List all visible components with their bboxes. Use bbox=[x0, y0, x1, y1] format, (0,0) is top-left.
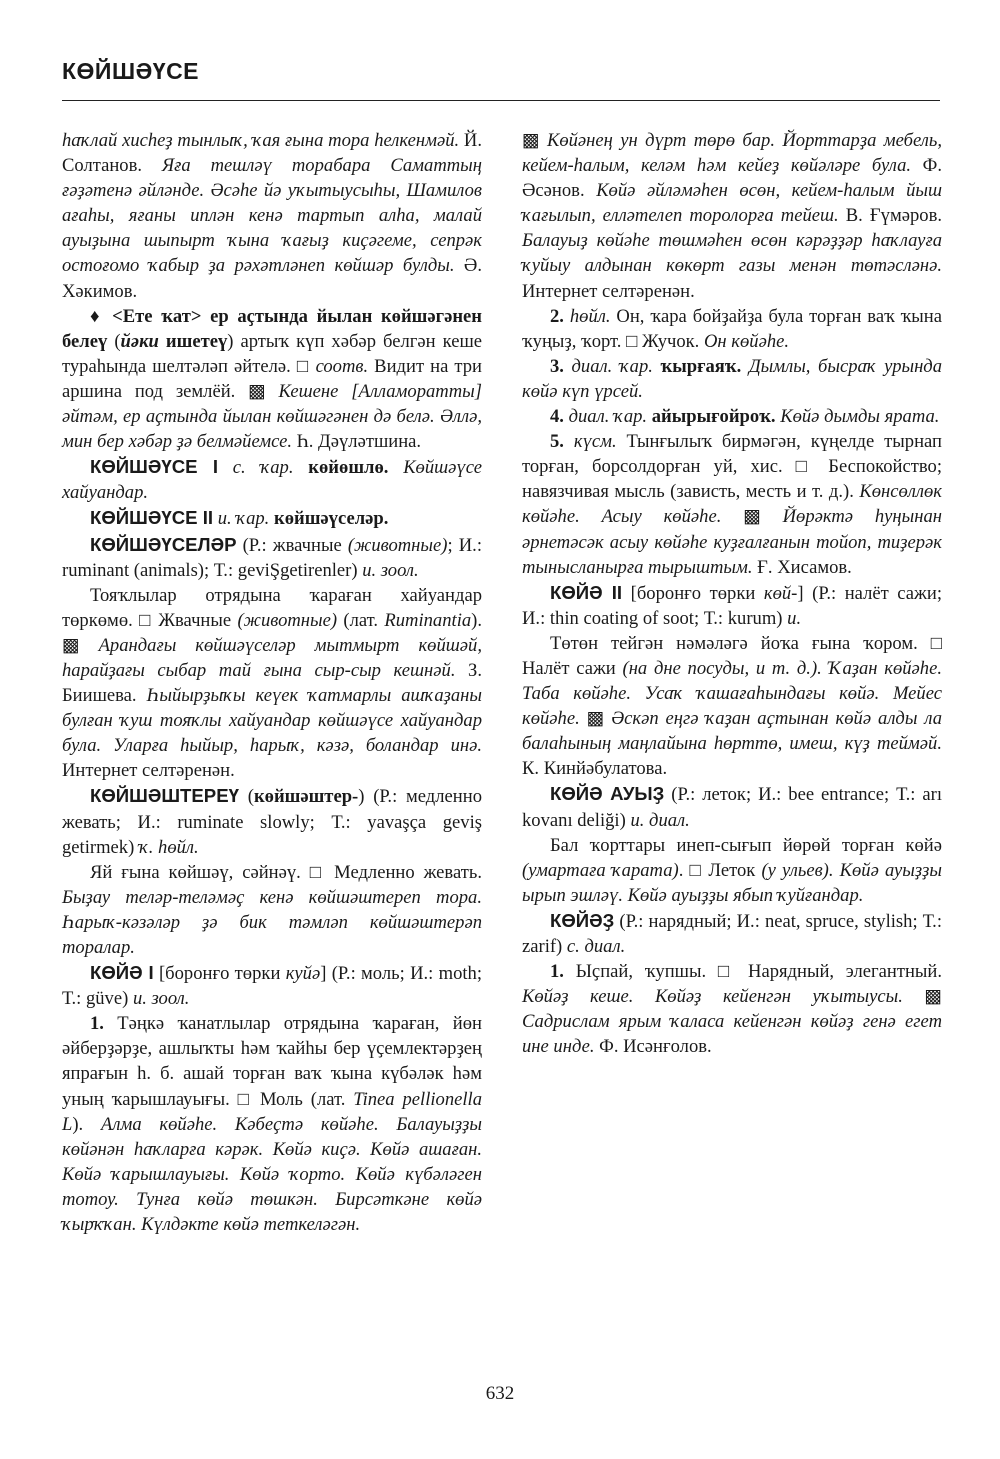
entry-paragraph: КӨЙШӘШТЕРЕҮ (көйшәштер-) (Р.: медленно жевать; И.: ruminate slowly; Т.: yavaşça geviş getirmek) ҡ. һөйл. bbox=[62, 785, 482, 858]
entry-paragraph: 5. күсм. Тынғылыҡ бирмәгән, күңелде тырнап торған, борсолдорған уй, хис. □ Беспокойство; навязчивая мысль (зависть, месть и т. д.). Көнсөллөк көйәһе. Асыу көйәһе. ▩ Йөрәктә һуңынан әрнетәсәк асыу көйәһе куҙғалғанын тойоп, тиҙерәк тынысланырға тырыштым. Ғ. Хисамов. bbox=[522, 431, 942, 578]
entry-paragraph: 1. Ыҫпай, ҡупшы. □ Нарядный, элегантный. Көйәҙ кеше. Көйәҙ кейенгән уҡытыусы. ▩ Садрислам ярым ҡаласа кейенгән көйәҙ генә егет ине инде. Ф. Исәнғолов. bbox=[522, 961, 942, 1058]
entry-paragraph: КӨЙӘ II [боронғо төрки көй-] (Р.: налёт сажи; И.: thin coating of soot; Т.: kurum) и. bbox=[522, 581, 942, 629]
entry-paragraph: КӨЙШӘҮСЕЛӘР (Р.: жвачные (животные); И.: ruminant (animals); Т.: geviŞgetirenler) и. зоол. bbox=[62, 533, 482, 581]
entry-paragraph: КӨЙӘ АУЫҘ (Р.: леток; И.: bee entrance; Т.: arı kovanı deliği) и. диал. bbox=[522, 783, 942, 831]
entry-paragraph: КӨЙШӘҮСЕ I с. ҡар. көйөшлө. Көйшәүсе хайуандар. bbox=[62, 456, 482, 504]
entry-paragraph: ▩ Көйәнең ун дүрт төрө бар. Йорттарҙа мебель, кейем-һалым, келәм һәм кейеҙ көйәләре була. Ф. Әсәнов. Көйә әйләмәһен өсөн, кейем-һалым йыш ҡағылып, елләтелеп торолорға тейеш. В. Ғүмәров. Балауыҙ көйәһе төшмәһен өсөн кәрәҙҙәр һаҡлауға ҡуйыу алдынан көкөрт газы менән төтәсләнә. Интернет селтәренән. bbox=[522, 130, 943, 302]
entry-paragraph: 3. диал. ҡар. ҡырғаяҡ. Дымлы, бысраҡ урында көйә күп үрсей. bbox=[522, 355, 943, 402]
page-number: 632 bbox=[485, 1383, 515, 1404]
left-column bbox=[62, 128, 482, 1237]
entry-paragraph: Тояҡлылар отрядына ҡараған хайуандар төркөмө. □ Жвачные (животные) (лат. Ruminantia). ▩ Арандағы көйшәүселәр мытмырт көйшәй, һарайҙағы сыбар тай ғына сыр-сыр кешнәй. З. Биишева. Һыйырҙыҡы кеүек ҡатмарлы ашҡаҙаны булған ҡуш тояҡлы хайуандар көйшәүсе хайуандар була. Уларға һыйыр, һарыҡ, кәзә, боландар инә. Интернет селтәренән. bbox=[62, 584, 483, 782]
entry-paragraph: 2. һөйл. Он, ҡара бойҙайҙа була торған ваҡ ҡына ҡуңыҙ, ҡорт. □ Жучок. Он көйәһе. bbox=[522, 305, 942, 352]
running-head: КӨЙШӘҮСЕ bbox=[62, 58, 200, 84]
entry-paragraph: КӨЙӘҘ (Р.: нарядный; И.: neat, spruce, stylish; Т.: zarif) с. диал. bbox=[522, 909, 942, 957]
entry-paragraph: КӨЙШӘҮСЕ II и. ҡар. көйшәүселәр. bbox=[90, 507, 389, 530]
entry-paragraph: һаҡлай хисһеҙ тынлыҡ, ҡая ғына тора һелкенмәй. Й. Солтанов. Яға тешләү торабара Саматтың ғәҙәтенә әйләнде. Әсәһе йә уҡытыусыһы, Шамилов ағаһы, яғаны иплән кенә тартып алһа, малай ауыҙына шыпырт ҡына ҡағыҙ киҫәгеме, сепрәк остоғомо ҡабыр ҙа рәхәтләнеп көйшәр булды. Ә. Хәкимов. bbox=[62, 130, 483, 302]
entry-paragraph: ♦ <Ете ҡат> ер аҫтында йылан көйшәгәнен белеү (йәки ишетеү) артыҡ күп хәбәр белгән кеше тураһында шелтәләп әйтелә. □ соотв. Видит на три аршина под землёй. ▩ Кешене [Алламоратты] әйтәм, ер аҫтында йылан көйшәгәнен дә белә. Әллә, мин бер хәбәр ҙә белмәйемсе. Һ. Дәүләтшина. bbox=[62, 305, 483, 453]
entry-paragraph: КӨЙӘ I [боронғо төрки куйә] (Р.: моль; И.: moth; Т.: güve) и. зоол. bbox=[62, 962, 483, 1010]
entry-paragraph: Төтөн тейгән нәмәләгә йоҡа ғына ҡором. □ Налёт сажи (на дне посуды, и т. д.). Ҡаҙан көйәһе. Таба көйәһе. Усаҡ ҡашағаһындағы көйә. Мейес көйәһе. ▩ Әскәп еңгә ҡаҙан аҫтынан көйә алды ла балаһының маңлайына һөрттө, имеш, күҙ теймәй. К. Кинйәбулатова. bbox=[522, 632, 943, 780]
entry-paragraph: 4. диал. ҡар. айырығойроҡ. Көйә дымды ярата. bbox=[550, 406, 940, 428]
right-column bbox=[522, 128, 942, 1059]
entry-paragraph: 1. Тәңкә ҡанатлылар отрядына ҡараған, йөн әйберҙәрҙе, ашлыҡты һәм ҡайһы бер үҫемлектәрҙең япрағын һ. б. ашай торған ваҡ ҡына күбәләк һәм уның ҡарышлауығы. □ Моль (лат. Tinea pellionella L). Алма көйәһе. Кәбеҫтә көйәһе. Балауыҙҙы көйәнән һаҡларға кәрәк. Көйә киҫә. Көйә ашаған. Көйә ҡарышлауығы. Көйә ҡорто. Көйә күбәләген тотоу. Тунға көйә төшкән. Бирсәткәне көйә ҡырҡҡан. Күлдәкте көйә теткеләгән. bbox=[62, 1013, 483, 1236]
entry-paragraph: Бал ҡорттары инеп-сығып йөрөй торған көйә (умартаға ҡарата). □ Леток (у ульев). Көйә ауыҙҙы ырып эшләү. Көйә ауыҙҙы ябып ҡуйғандар. bbox=[522, 834, 942, 906]
entry-paragraph: Яй ғына көйшәү, сәйнәү. □ Медленно жевать. Быҙау теләр-теләмәҫ кенә көйшәштереп тора. Һарыҡ-кәзәләр ҙә бик тәмләп көйшәштерәп торалар. bbox=[62, 861, 482, 958]
header-rule bbox=[62, 100, 940, 101]
